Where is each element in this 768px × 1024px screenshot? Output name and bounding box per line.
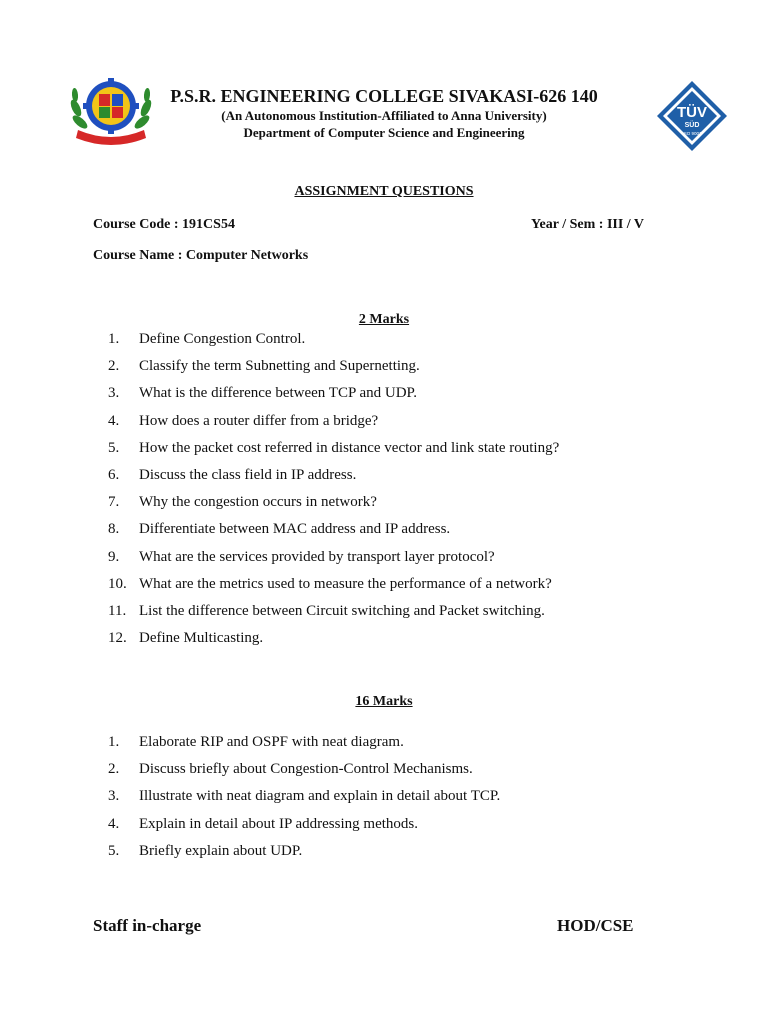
two-mark-question-text: What are the metrics used to measure the performance of a network? [139,575,552,592]
sixteen-mark-question-number: 5. [108,842,120,859]
two-mark-question-text: Discuss the class field in IP address. [139,467,357,483]
two-mark-question-number: 9. [108,548,120,565]
two-mark-question-number: 3. [108,385,120,402]
sixteen-mark-question-item [108,843,302,860]
two-mark-question-item [108,467,356,484]
two-mark-question-item [108,440,559,457]
two-mark-question-text: What is the difference between TCP and UDP. [139,385,417,402]
staff-in-charge-signature-label: Staff in-charge [93,916,202,935]
sixteen-mark-question-text: Illustrate with neat diagram and explain in detail about TCP. [139,788,501,805]
two-mark-question-item [108,549,495,566]
sixteen-mark-question-text: Elaborate RIP and OSPF with neat diagram. [139,734,404,750]
two-mark-question-number: 11. [108,603,127,619]
two-mark-question-number: 6. [108,467,120,483]
two-mark-question-text: How the packet cost referred in distance vector and link state routing? [139,439,560,456]
two-mark-question-number: 4. [108,412,120,429]
two-mark-question-number: 12. [108,630,127,647]
sixteen-mark-question-item [108,816,418,833]
two-mark-question-item [108,521,450,538]
two-mark-question-text: Define Multicasting. [139,630,264,647]
two-mark-question-text: Classify the term Subnetting and Supernetting. [139,358,420,375]
cert-logo-sub: SÜD [684,122,700,129]
two-mark-question-text: How does a router differ from a bridge? [139,412,379,429]
sixteen-mark-question-item [108,788,500,805]
two-mark-question-text: Why the congestion occurs in network? [139,494,377,511]
cert-logo-iso: ISO 9001 [682,131,702,136]
college-emblem-logo [66,78,156,146]
sixteen-mark-question-text: Discuss briefly about Congestion-Control Mechanisms. [139,761,473,778]
course-name: Course Name : Computer Networks [93,248,309,263]
tuv-sud-certification-logo [656,80,728,152]
sixteen-mark-question-text: Briefly explain about UDP. [139,842,303,859]
two-mark-question-item [108,603,545,620]
sixteen-mark-question-item [108,734,404,751]
document-title: ASSIGNMENT QUESTIONS [294,184,474,199]
sixteen-mark-question-item [108,761,473,778]
sixteen-mark-question-number: 1. [108,734,120,750]
sixteen-mark-question-number: 3. [108,788,120,805]
two-mark-question-item [108,494,377,511]
two-mark-question-number: 10. [108,575,127,592]
two-mark-question-text: Define Congestion Control. [139,331,306,347]
two-mark-question-number: 5. [108,439,120,456]
sixteen-mark-question-number: 4. [108,815,120,832]
two-mark-question-number: 7. [108,494,120,511]
college-name: P.S.R. ENGINEERING COLLEGE SIVAKASI-626 140 [170,86,598,106]
year-sem: Year / Sem : III / V [531,217,645,232]
two-mark-question-item [108,413,378,430]
two-mark-question-item [108,358,420,375]
two-mark-question-text: What are the services provided by transport layer protocol? [139,548,495,565]
cert-logo-text: TÜV [677,104,707,121]
two-mark-question-number: 1. [108,331,120,347]
hod-signature-label: HOD/CSE [557,916,634,935]
two-mark-question-item [108,331,305,348]
two-mark-question-item [108,385,417,402]
two-mark-question-item [108,630,263,647]
two-mark-question-number: 8. [108,521,120,538]
section-heading-16-marks: 16 Marks [355,694,413,709]
two-mark-question-text: Differentiate between MAC address and IP address. [139,521,451,538]
two-mark-question-text: List the difference between Circuit switching and Packet switching. [139,603,545,619]
course-code: Course Code : 191CS54 [93,217,235,232]
sixteen-mark-question-text: Explain in detail about IP addressing methods. [139,815,418,832]
sixteen-mark-question-number: 2. [108,761,120,778]
affiliation-line: (An Autonomous Institution-Affiliated to Anna University) [221,108,547,123]
two-mark-question-number: 2. [108,358,120,375]
department-line: Department of Computer Science and Engineering [243,125,525,140]
section-heading-2-marks: 2 Marks [358,312,410,327]
two-mark-question-item [108,576,552,593]
